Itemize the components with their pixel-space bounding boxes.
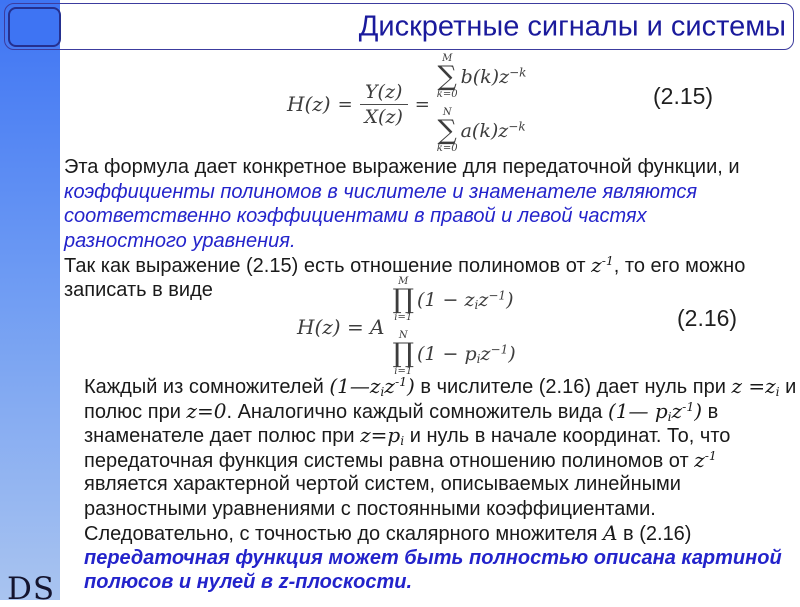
sigma-icon: ∑ [437, 115, 457, 146]
fraction-bar [437, 103, 555, 105]
fraction-bar [393, 326, 511, 328]
product-denominator [393, 331, 516, 377]
text-line: Следовательно, с точностью до скалярного множителя A в (2.16) [84, 521, 692, 545]
product-upper-limit: M [398, 276, 409, 287]
equation-label-216: (2.16) [677, 305, 738, 331]
product-operator [393, 277, 415, 323]
text-line: полюс при z=0. Аналогично каждый сомножитель вида (1— $p_iz^{-1}$) в [84, 398, 719, 424]
fraction-bar [360, 104, 408, 105]
product-lower-limit: i=1 [394, 312, 413, 323]
fraction-numerator: Y(z) [364, 80, 403, 103]
text-line: передаточная функция системы равна отношению полиномов от $z^{-1}$ [84, 447, 717, 472]
sum-operator [437, 54, 458, 100]
product-body: $(1 - p_iz^{-1})$ [417, 342, 516, 366]
product-upper-limit: N [398, 330, 408, 341]
sigma-icon: ∑ [437, 61, 457, 92]
sum-upper-limit: M [442, 53, 453, 64]
equals-sign: = [337, 93, 353, 115]
pi-product-icon: ∏ [392, 338, 414, 369]
sum-lower-limit: k=0 [436, 89, 458, 100]
text-line: Эта формула дает конкретное выражение для передаточной функции, и [64, 156, 740, 178]
formula-215-lhs: H(z) [287, 92, 331, 116]
equation-label-215: (2.15) [653, 83, 714, 109]
title-box [4, 3, 794, 50]
text-line: коэффициенты полиномов в числителе и знаменателе являются [64, 180, 698, 203]
product-body: $(1 - z_iz^{-1})$ [417, 288, 514, 312]
equals-sign: = [414, 93, 430, 115]
text-line: соответственно коэффициентами в правой и левой частях [64, 205, 647, 227]
formula-216-lhs: H(z) = A [297, 315, 385, 339]
text-line: является характерной чертой систем, описываемых линейными [84, 473, 681, 495]
text-line: знаменателе дает полюс при $z=p_i$ и нуль в начале координат. То, что [84, 423, 731, 449]
text-line: разностного уравнения. [64, 229, 296, 252]
product-operator [393, 331, 415, 377]
page-title: Дискретные сигналы и системы [358, 10, 786, 42]
text-line: Так как выражение (2.15) есть отношение полиномов от $z^{-1}$, то его можно [64, 253, 746, 277]
sum-body: $b(k)z^{-k}$ [460, 65, 527, 88]
sum-body: $a(k)z^{-k}$ [460, 119, 526, 142]
pi-product-icon: ∏ [392, 284, 414, 315]
sum-upper-limit: N [442, 107, 452, 118]
sum-lower-limit: k=0 [436, 143, 458, 154]
text-line: передаточная функция может быть полностью описана картиной [84, 546, 782, 569]
product-fraction [393, 277, 516, 377]
text-line: полюсов и нулей в z-плоскости. [84, 571, 412, 593]
text-line: записать в виде [64, 278, 213, 301]
sum-operator [437, 108, 458, 154]
text-line: Каждый из сомножителей $(1—z_iz^{-1})$ в числителе (2.16) дает нуль при $z =z_i$ и [84, 374, 797, 400]
product-numerator [393, 277, 514, 323]
ds-logo: DS [7, 571, 56, 607]
paragraph-2 [84, 374, 797, 595]
fraction-y-over-x [360, 81, 408, 128]
sum-denominator [437, 108, 526, 154]
product-lower-limit: i=1 [394, 366, 413, 377]
fraction-denominator: X(z) [364, 105, 403, 128]
sum-numerator [437, 54, 527, 100]
formula-2-16 [297, 277, 516, 377]
left-gradient-strip [0, 0, 60, 600]
text-line: разностными уравнениями с постоянными коэффициентами. [84, 497, 656, 520]
formula-2-15 [287, 53, 555, 154]
sum-fraction [437, 54, 555, 154]
